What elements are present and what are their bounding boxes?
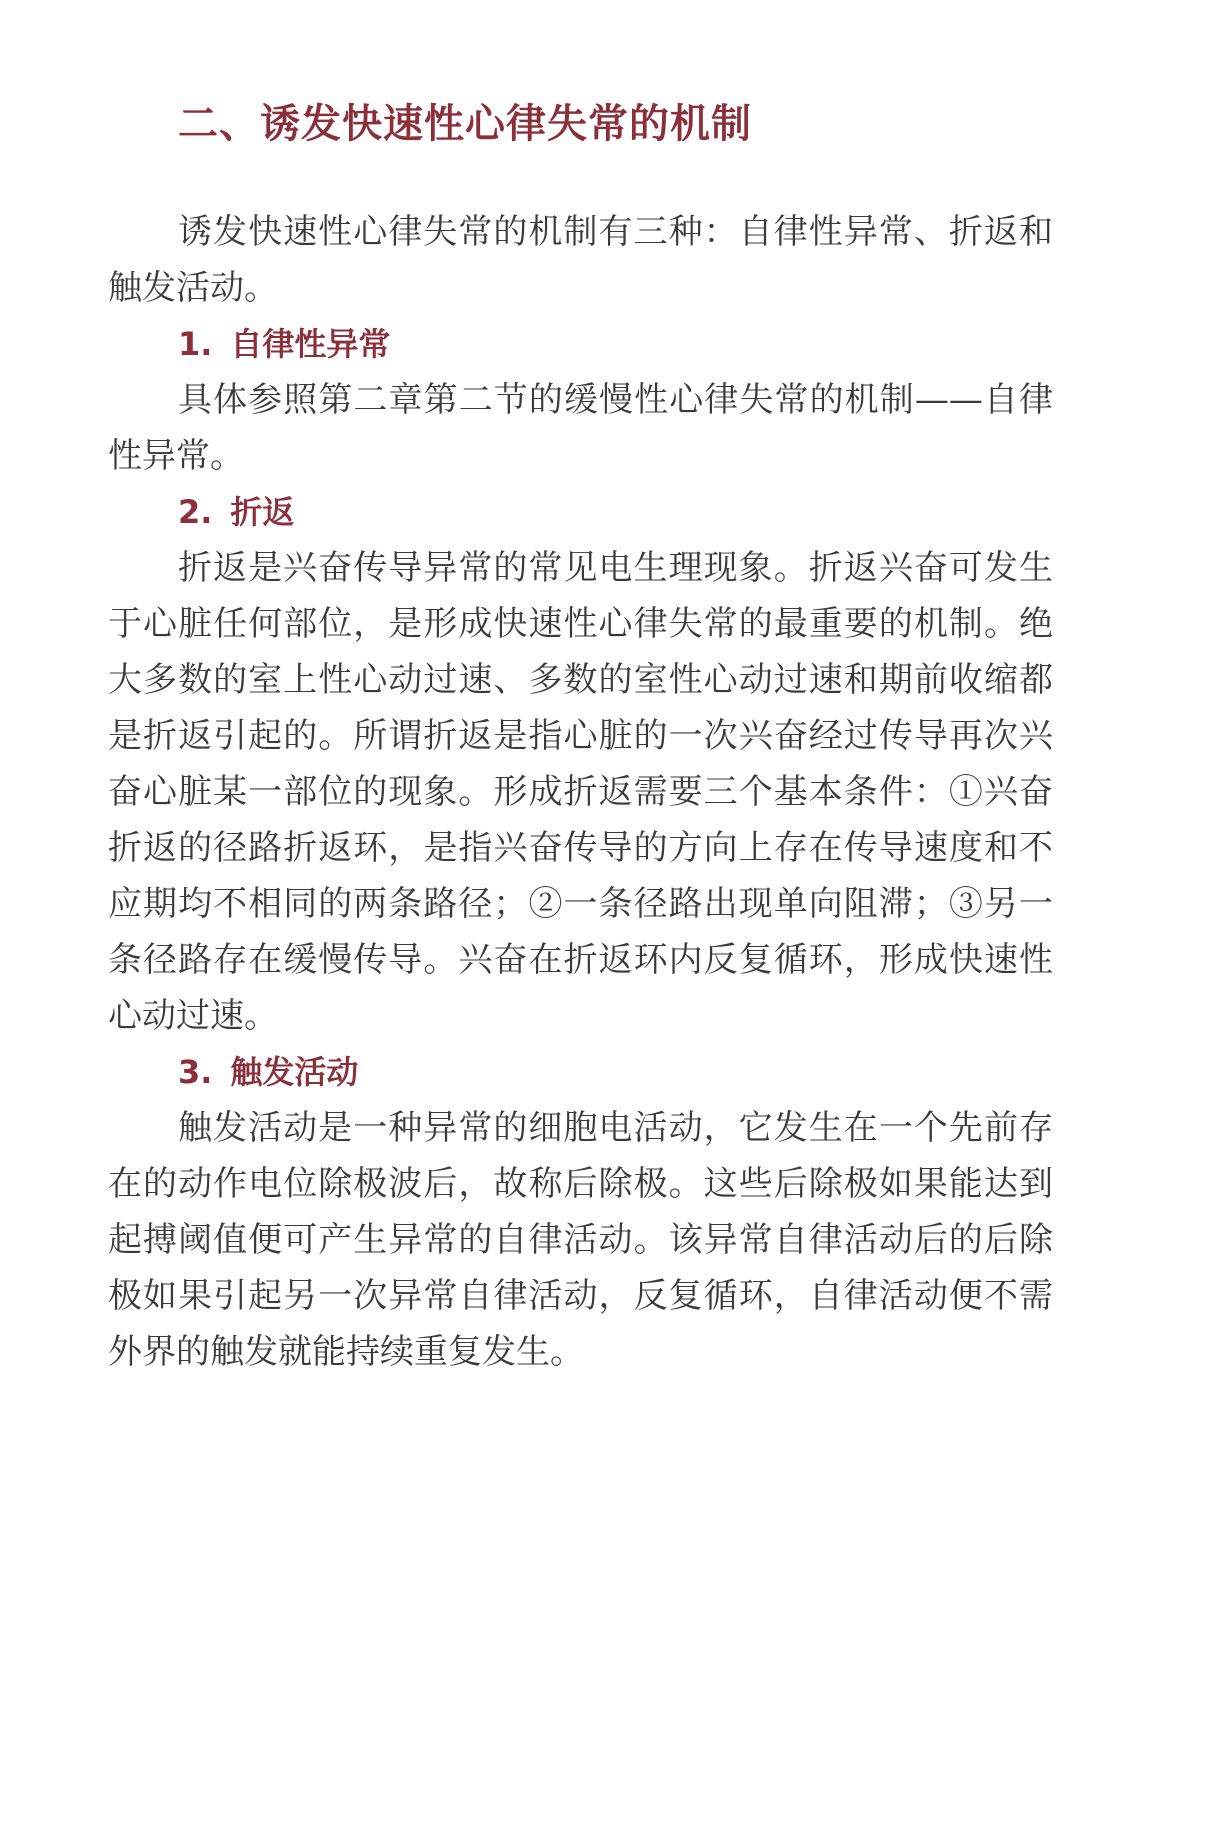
section-title: 二、诱发快速性心律失常的机制 (178, 101, 752, 147)
subsection-number: 3. (178, 1053, 213, 1091)
subsection-heading-triggered-activity (108, 1044, 1053, 1100)
subsection-number: 2. (178, 493, 213, 531)
intro-paragraph: 诱发快速性心律失常的机制有三种：自律性异常、折返和触发活动。 (108, 212, 1053, 308)
document-page (108, 96, 1053, 1380)
subsection-title: 触发活动 (230, 1053, 359, 1091)
subsection-paragraph-reentry: 折返是兴奋传导异常的常见电生理现象。折返兴奋可发生于心脏任何部位，是形成快速性心律失常的最重要的机制。绝大多数的室上性心动过速、多数的室性心动过速和期前收缩都是折返引起的。所谓折返是指心脏的一次兴奋经过传导再次兴奋心脏某一部位的现象。形成折返需要三个基本条件：①兴奋折返的径路折返环，是指兴奋传导的方向上存在传导速度和不应期均不相同的两条路径；②一条径路出现单向阻滞；③另一条径路存在缓慢传导。兴奋在折返环内反复循环，形成快速性心动过速。 (108, 548, 1053, 1036)
subsection-paragraph-triggered-activity: 触发活动是一种异常的细胞电活动，它发生在一个先前存在的动作电位除极波后，故称后除极。这些后除极如果能达到起搏阈值便可产生异常的自律活动。该异常自律活动后的后除极如果引起另一次异常自律活动，反复循环，自律活动便不需外界的触发就能持续重复发生。 (108, 1108, 1053, 1372)
subsection-paragraph-automaticity: 具体参照第二章第二节的缓慢性心律失常的机制——自律性异常。 (108, 380, 1053, 476)
subsection-number: 1. (178, 325, 213, 363)
subsection-title: 自律性异常 (230, 325, 391, 363)
subsection-heading-automaticity (108, 316, 1053, 372)
subsection-title: 折返 (230, 493, 295, 531)
subsection-heading-reentry (108, 484, 1053, 540)
